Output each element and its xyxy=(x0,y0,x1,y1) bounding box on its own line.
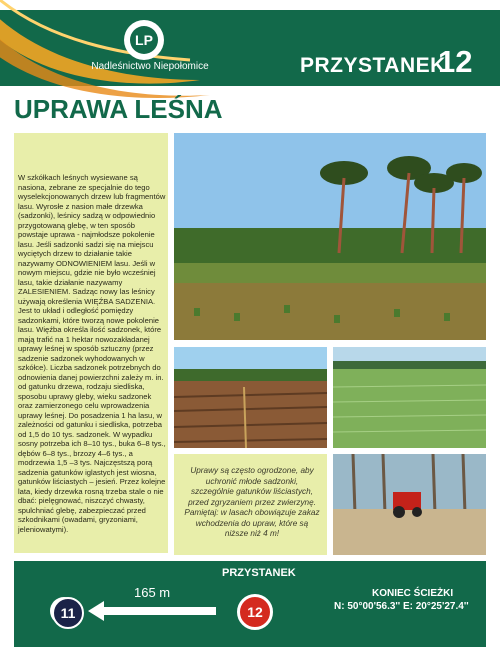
note-text: Uprawy są często ogrodzone, aby uchronić młode sadzonki, szczególnie gatunków liściastych, przed zgryzaniem przez zwierzynę. Pamiętaj: w lasach obowiązuje zakaz wchodzenia do upraw, które są niższe niż 4 m! xyxy=(184,466,320,538)
text-panel xyxy=(14,133,168,553)
logo xyxy=(124,20,164,60)
footer-stop-label: PRZYSTANEK xyxy=(222,567,296,579)
logo-mark: LP xyxy=(130,26,158,54)
page-title: UPRAWA LEŚNA xyxy=(14,94,223,124)
distance-label: 165 m xyxy=(134,585,171,600)
footer xyxy=(14,561,486,647)
district-name: Nadleśnictwo Niepołomice xyxy=(91,61,209,72)
photo-seedling-nursery xyxy=(333,347,486,448)
end-label: KONIEC ŚCIEŻKI xyxy=(372,588,454,599)
stop-label: PRZYSTANEK xyxy=(300,54,446,77)
photo-forest-plantation xyxy=(174,133,486,340)
photo-tractor-forest xyxy=(333,454,486,555)
photo-plowed-field xyxy=(174,347,327,448)
header xyxy=(0,0,500,98)
coordinates: N: 50°00'56.3'' E: 20°25'27.4'' xyxy=(334,601,469,612)
current-stop-marker: 12 xyxy=(237,594,273,630)
prev-stop-marker: 11 xyxy=(52,597,84,629)
stop-number: 12 xyxy=(438,44,473,79)
note-panel xyxy=(174,454,327,555)
body-text: W szkółkach leśnych wysiewane są nasiona, zebrane ze specjalnie do tego wyselekcjonowanych drzew lub fragmentów lasu. Wyrosłe z nasion małe drzewka (sadzonki), leśnicy sadzą w odpowiednio przygotowaną glebę, w ten sposób powstaje uprawa - najmłodsze pokolenie lasu. Jeśli sadzonki sadzi się na miejscu wyciętych drzew to działanie takie nazywamy ODNOWIENIEM lasu. Jeśli w nowym miejscu, gdzie nie było wcześniej lasu, takie działanie nazywamy ZALESIENIEM. Sadząc nowy las leśnicy używają określenia WIĘŹBA SADZENIA. Jest to układ i odległość pomiędzy sadzonkami, które tworzą nowe pokolenie lasu. Więźba określa ilość sadzonek, które mają trafić na 1 hektar nowozakładanej uprawy leśnej w sposób sztuczny (przez sadzenie sadzonek wyhodowanych w szkółce). Liczba sadzonek potrzebnych do odnowienia danej powierzchni zależy m. in. od gatunku drzewa, rodzaju siedliska, sposobu uprawy gleby, wieku sadzonek oraz zamierzonego celu wprowadzenia uprawy leśnej. Do posadzenia 1 ha lasu, w zależności od gatunku i siedliska, potrzeba od 1,5 do 10 tys. sadzonek. W wypadku sosny potrzeba ich 8–10 tys., buka 6–8 tys., dębów 6–8 tys., brzozy 4–6 tys., a modrzewia 1,5 –3 tys. Najczęstszą porą sadzenia gatunków iglastych jest wiosna, gatunków liściastych – jesień. Przez kolejne lata, kiedy drzewka rosną trzeba stale o nie dbać: pielęgnować, niszczyć chwasty, spulchniać glebę, zabezpieczać przed szkodnikami (owadami, gryzoniami, jeleniowatymi). xyxy=(18,173,166,534)
